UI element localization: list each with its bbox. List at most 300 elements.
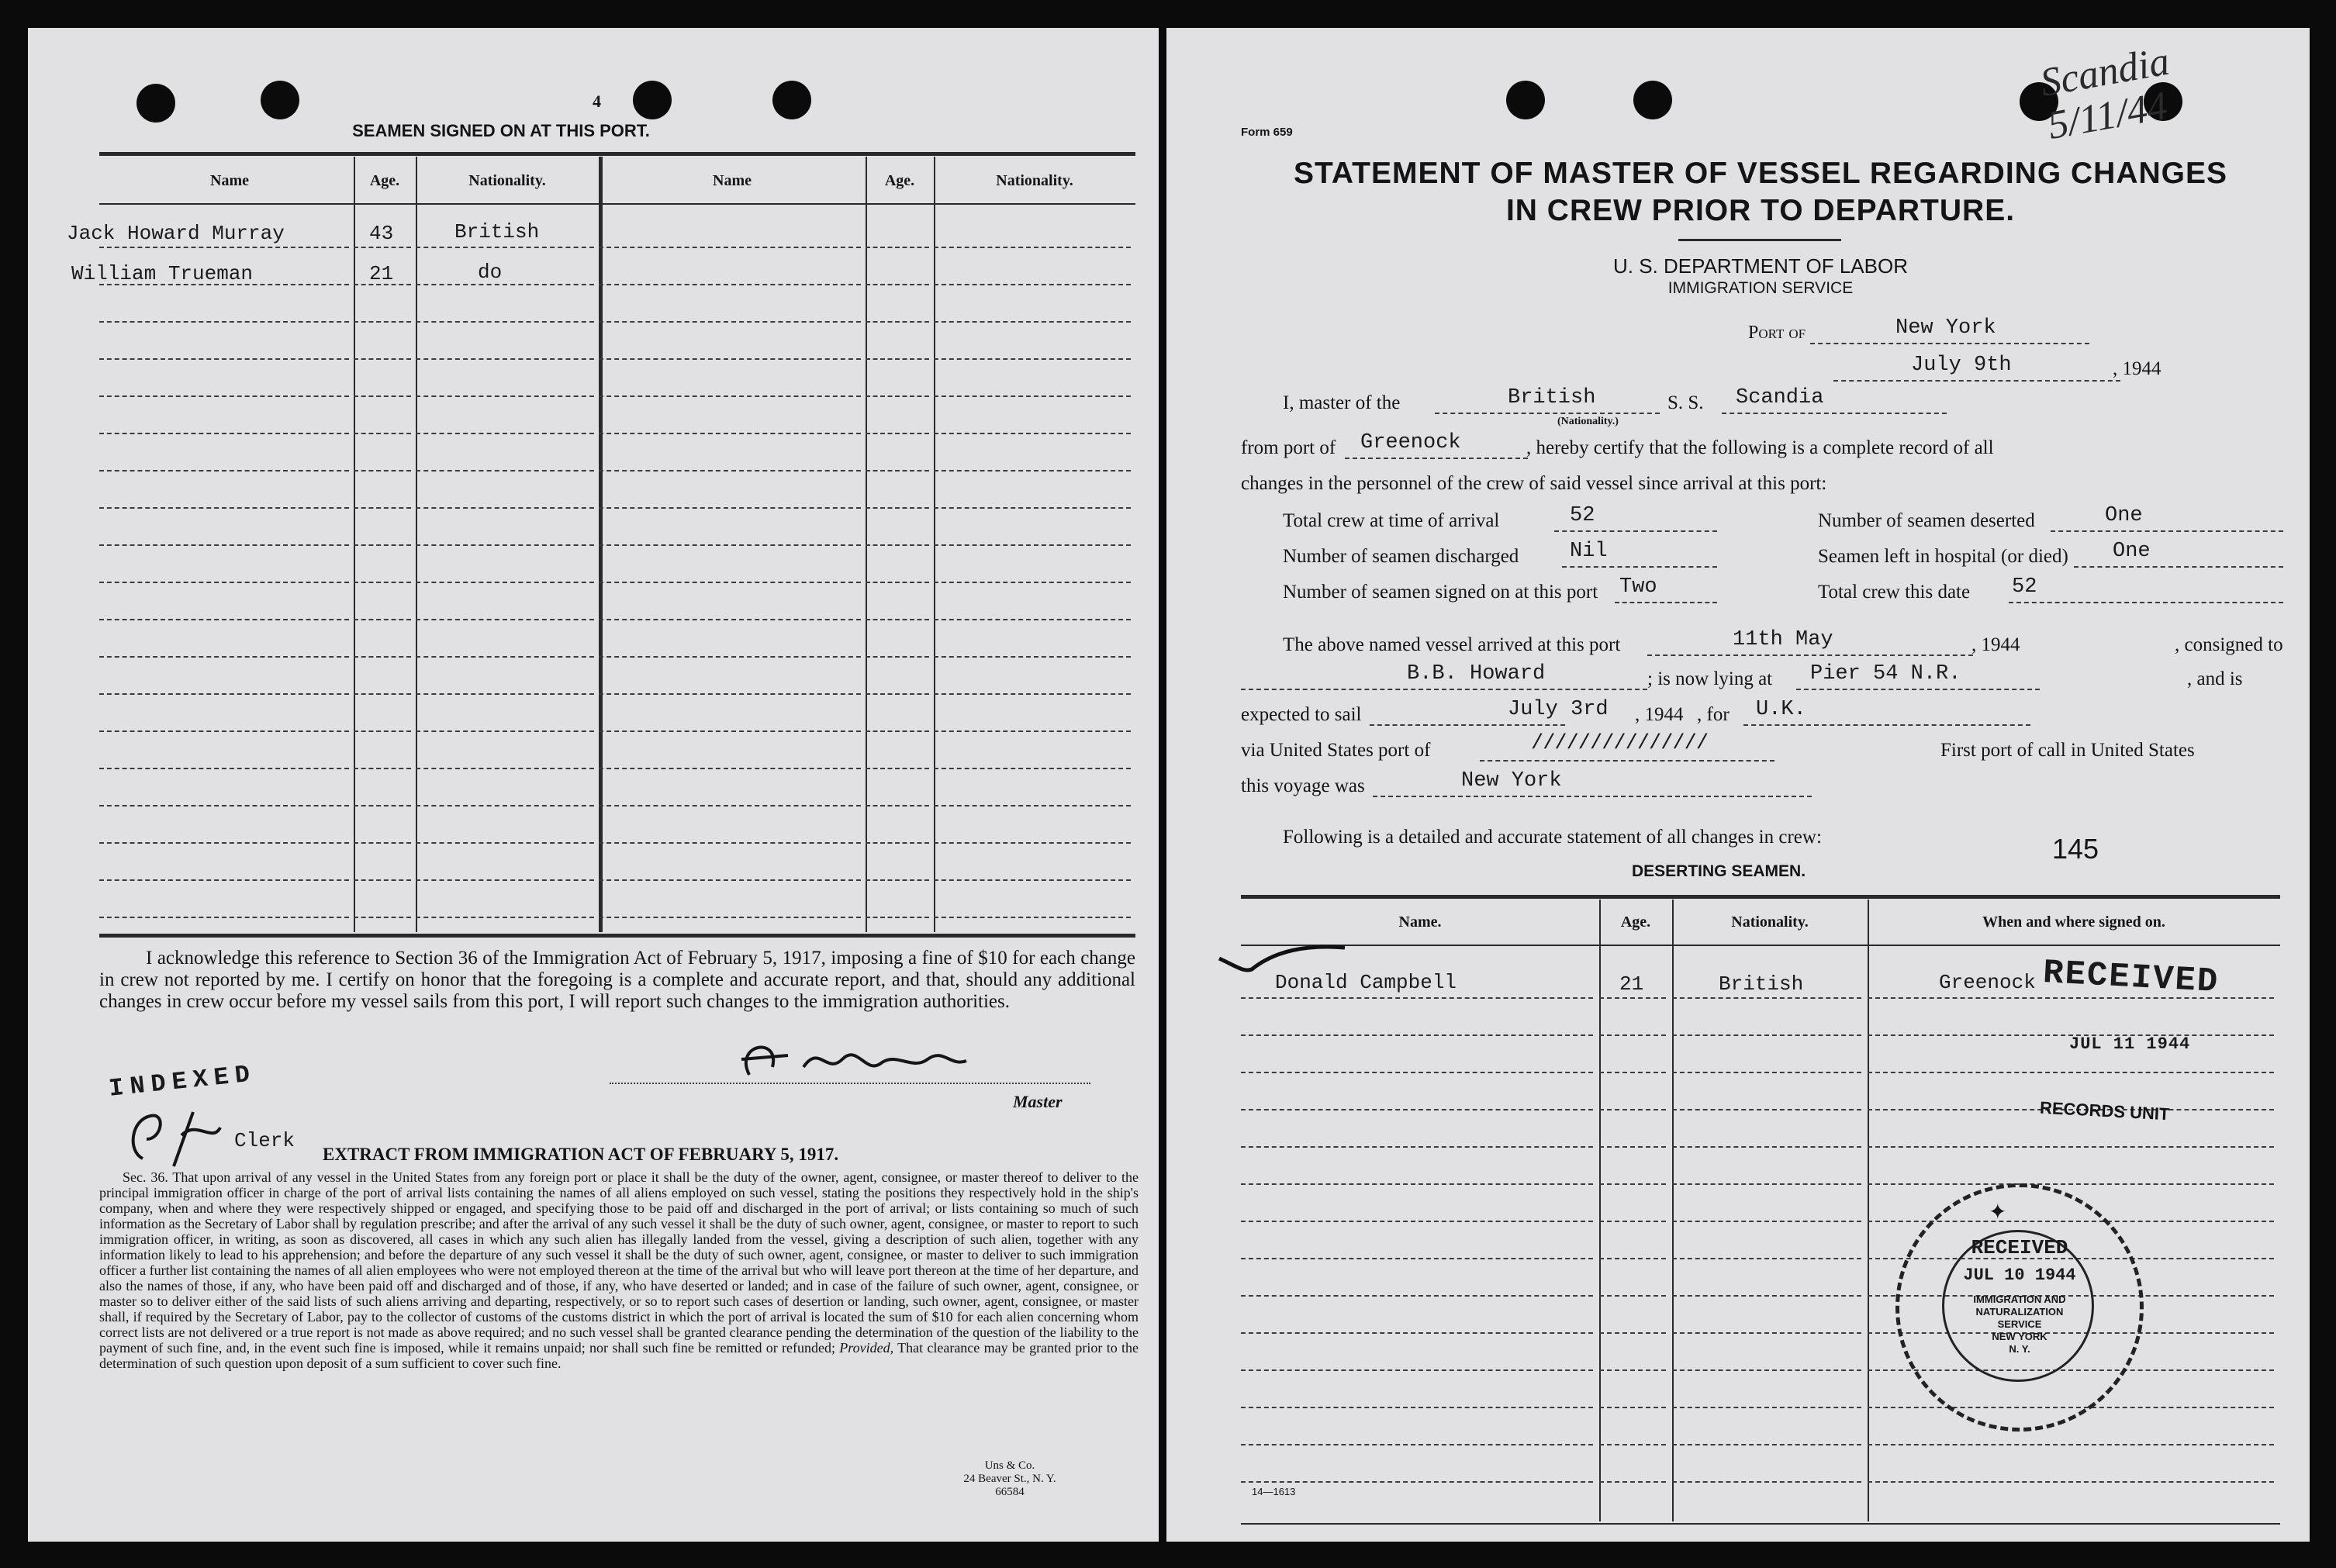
circle-stamp-line: SERVICE	[1997, 1318, 2042, 1330]
ruled-line	[866, 433, 929, 434]
ruled-line	[416, 842, 594, 844]
printer-imprint	[948, 1459, 1072, 1499]
deserted-value: One	[2105, 504, 2143, 527]
ruled-line	[1868, 1146, 2274, 1148]
lying-value: Pier 54 N.R.	[1810, 662, 1961, 686]
ruled-line	[599, 805, 861, 806]
ruled-line	[1599, 1072, 1666, 1073]
ruled-line	[866, 693, 929, 695]
circle-stamp-received: RECEIVED	[1971, 1236, 2068, 1259]
form-title-line1: STATEMENT OF MASTER OF VESSEL REGARDING CHANGES	[1293, 157, 2228, 190]
ruled-line	[354, 321, 411, 323]
ruled-line	[1672, 1109, 1861, 1110]
date-value: July 9th	[1911, 354, 2012, 377]
ruled-line	[1599, 1034, 1666, 1036]
ruled-line	[354, 619, 411, 620]
table-row-name: William Trueman	[71, 262, 254, 285]
ruled-line	[1868, 1072, 2274, 1073]
ruled-line	[416, 433, 594, 434]
ruled-line	[1241, 1407, 1593, 1408]
circle-stamp-text	[1946, 1293, 2093, 1356]
ruled-line	[416, 730, 594, 732]
ruled-line	[934, 247, 1131, 248]
ruled-line	[1599, 1258, 1666, 1259]
ruled-line	[599, 321, 861, 323]
via-label: via United States port of	[1241, 740, 1431, 761]
ruled-line	[1241, 997, 1593, 999]
ruled-line	[99, 805, 349, 806]
ruled-line	[599, 693, 861, 695]
column-divider	[1599, 900, 1601, 1521]
ruled-line	[1599, 1183, 1666, 1185]
ruled-line	[866, 284, 929, 285]
ruled-line	[934, 358, 1131, 360]
ruled-line	[416, 507, 594, 509]
ruled-line	[1241, 1258, 1593, 1259]
records-unit-stamp: RECORDS UNIT	[2039, 1097, 2171, 1124]
table-row-age: 21	[1619, 972, 1644, 996]
from-port-line	[1345, 458, 1528, 459]
ruled-line	[416, 582, 594, 583]
ruled-line	[1599, 1444, 1666, 1445]
expected-value: July 3rd	[1508, 698, 1609, 721]
table-row-name: Jack Howard Murray	[67, 222, 285, 245]
signed-on-label: Number of seamen signed on at this port	[1283, 582, 1598, 603]
arrived-label: The above named vessel arrived at this port	[1283, 634, 1621, 655]
ruled-line	[866, 582, 929, 583]
ruled-line	[1672, 1146, 1861, 1148]
nationality-caption: (Nationality.)	[1557, 416, 1619, 427]
ruled-line	[599, 284, 861, 285]
deserting-title: DESERTING SEAMEN.	[1632, 862, 1806, 880]
ruled-line	[416, 358, 594, 360]
col-header-age: Age.	[369, 172, 400, 189]
ruled-line	[599, 433, 861, 434]
ruled-line	[1672, 1444, 1861, 1445]
ruled-line	[1672, 1407, 1861, 1408]
master-label: Master	[1013, 1092, 1063, 1111]
nationality-line	[1435, 413, 1660, 414]
ruled-line	[416, 917, 594, 918]
page-number: 4	[593, 92, 601, 111]
first-port-label: First port of call in United States	[1940, 740, 2195, 761]
arrived-year: , 1944	[1971, 634, 2020, 655]
punch-hole	[633, 81, 672, 119]
punch-hole	[1633, 81, 1672, 119]
ruled-line	[99, 879, 349, 881]
ruled-line	[1599, 1481, 1666, 1483]
ruled-line	[1672, 997, 1861, 999]
table-header-rule	[1241, 945, 2280, 946]
port-of-value: New York	[1895, 316, 1996, 340]
ruled-line	[416, 321, 594, 323]
punch-hole	[772, 81, 811, 119]
ruled-line	[1599, 997, 1666, 999]
expected-label: expected to sail	[1241, 704, 1362, 725]
ruled-line	[934, 395, 1131, 397]
ruled-line	[354, 693, 411, 695]
ruled-line	[1241, 1444, 1593, 1445]
form-title-line2: IN CREW PRIOR TO DEPARTURE.	[1505, 194, 2016, 227]
table-top-rule	[99, 152, 1135, 156]
table-top-rule	[1241, 895, 2280, 899]
table-bottom-rule	[1241, 1523, 2280, 1525]
expected-year: , 1944	[1635, 704, 1684, 725]
ruled-line	[1599, 1332, 1666, 1334]
ruled-line	[1672, 1183, 1861, 1185]
voyage-label: this voyage was	[1241, 775, 1365, 796]
ruled-line	[99, 842, 349, 844]
ruled-line	[99, 395, 349, 397]
col-header-nationality: Nationality.	[996, 172, 1073, 189]
destination-value: U.K.	[1756, 698, 1806, 721]
ruled-line	[599, 247, 861, 248]
from-port-label: from port of	[1241, 437, 1336, 458]
ruled-line	[354, 544, 411, 546]
received-stamp-date: JUL 11 1944	[2069, 1034, 2191, 1054]
expected-line	[1370, 724, 1565, 726]
ruled-line	[866, 247, 929, 248]
master-signature	[718, 1028, 997, 1090]
table-row-name: Donald Campbell	[1275, 971, 1457, 994]
signed-on-value: Two	[1619, 575, 1657, 599]
printer-code: 66584	[995, 1486, 1025, 1498]
circle-stamp-line: IMMIGRATION AND	[1973, 1293, 2066, 1305]
ruled-line	[1241, 1109, 1593, 1110]
punch-hole	[261, 81, 299, 119]
ruled-line	[866, 917, 929, 918]
circle-stamp-date: JUL 10 1944	[1963, 1266, 2076, 1285]
ruled-line	[599, 544, 861, 546]
ruled-line	[416, 879, 594, 881]
deserted-label: Number of seamen deserted	[1818, 510, 2035, 531]
ruled-line	[934, 656, 1131, 658]
ruled-line	[1241, 1332, 1593, 1334]
ruled-line	[354, 917, 411, 918]
ruled-line	[1241, 1034, 1593, 1036]
ruled-line	[934, 284, 1131, 285]
ruled-line	[1241, 1146, 1593, 1148]
ruled-line	[1672, 1258, 1861, 1259]
signed-on-line	[1615, 602, 1717, 603]
ruled-line	[934, 433, 1131, 434]
ruled-line	[1241, 1183, 1593, 1185]
ruled-line	[354, 358, 411, 360]
ruled-line	[934, 582, 1131, 583]
total-date-value: 52	[2012, 575, 2037, 599]
ruled-line	[866, 768, 929, 769]
lying-line	[1796, 689, 2040, 690]
discharged-value: Nil	[1570, 540, 1608, 563]
table-header-rule	[99, 203, 1135, 205]
ruled-line	[354, 842, 411, 844]
clerk-label: Clerk	[234, 1129, 295, 1152]
ruled-line	[934, 842, 1131, 844]
discharged-label: Number of seamen discharged	[1283, 546, 1519, 567]
received-stamp: RECEIVED	[2041, 954, 2220, 1002]
total-arrival-value: 52	[1570, 504, 1595, 527]
ruled-line	[354, 507, 411, 509]
certify-text: , hereby certify that the following is a complete record of all	[1526, 437, 1994, 458]
via-line	[1480, 760, 1774, 762]
col-header-name: Name	[713, 172, 752, 189]
ruled-line	[99, 582, 349, 583]
ruled-line	[416, 693, 594, 695]
ruled-line	[416, 247, 594, 248]
circle-stamp-line: NATURALIZATION	[1975, 1306, 2064, 1318]
service-name: IMMIGRATION SERVICE	[1667, 279, 1854, 297]
title-rule	[1678, 239, 1841, 241]
column-divider	[1672, 900, 1674, 1521]
ruled-line	[1868, 1481, 2274, 1483]
ruled-line	[354, 768, 411, 769]
ruled-line	[416, 768, 594, 769]
table-row-nationality: do	[478, 261, 503, 284]
ruled-line	[416, 805, 594, 806]
section-title: SEAMEN SIGNED ON AT THIS PORT.	[352, 121, 650, 140]
master-of-label: I, master of the	[1283, 392, 1401, 413]
ruled-line	[934, 619, 1131, 620]
voyage-line	[1373, 796, 1812, 797]
ruled-line	[1599, 1221, 1666, 1222]
acknowledgement-text: I acknowledge this reference to Section 36 of the Immigration Act of February 5, 1917, imposing a fine of $10 for each change in crew not reported by me. I certify on honor that the foregoing is a complete and accurate report, and that, should any additional changes in crew occur before my vessel sails from this port, I will report such changes to the immigration authorities.	[99, 948, 1135, 1012]
ruled-line	[1241, 1295, 1593, 1297]
ruled-line	[866, 842, 929, 844]
ruled-line	[866, 619, 929, 620]
extract-section: Sec. 36.	[123, 1169, 168, 1185]
printer-address: 24 Beaver St., N. Y.	[963, 1473, 1056, 1485]
ruled-line	[866, 470, 929, 471]
arrived-line	[1647, 654, 1973, 656]
destination-line	[1743, 724, 2030, 726]
printer-name: Uns & Co.	[984, 1459, 1035, 1472]
ruled-line	[354, 805, 411, 806]
ruled-line	[1599, 1109, 1666, 1110]
ruled-line	[934, 470, 1131, 471]
ruled-line	[599, 842, 861, 844]
table-row-nationality: British	[454, 220, 540, 243]
ruled-line	[99, 470, 349, 471]
ruled-line	[99, 433, 349, 434]
ruled-line	[354, 730, 411, 732]
hospital-value: One	[2113, 540, 2151, 563]
punch-hole	[136, 84, 175, 123]
and-is-label: , and is	[2187, 668, 2243, 689]
ruled-line	[934, 544, 1131, 546]
arrived-value: 11th May	[1733, 628, 1833, 651]
ruled-line	[354, 879, 411, 881]
ruled-line	[1241, 1481, 1593, 1483]
col-header-age: Age.	[1620, 914, 1651, 931]
ruled-line	[99, 247, 349, 248]
table-row-signed-on: Greenock	[1939, 971, 2036, 994]
ruled-line	[99, 507, 349, 509]
consigned-label: , consigned to	[2175, 634, 2283, 655]
ruled-line	[866, 358, 929, 360]
ruled-line	[99, 917, 349, 918]
hospital-line	[2074, 566, 2283, 568]
table-bottom-rule	[99, 934, 1135, 938]
extract-provided: Provided,	[839, 1340, 894, 1356]
ruled-line	[354, 247, 411, 248]
col-header-nationality: Nationality.	[1731, 914, 1809, 931]
ruled-line	[866, 879, 929, 881]
for-label: , for	[1697, 704, 1730, 725]
consignee-value: B.B. Howard	[1407, 662, 1546, 686]
ruled-line	[1599, 1295, 1666, 1297]
deserted-line	[2051, 530, 2283, 532]
ruled-line	[354, 433, 411, 434]
ruled-line	[866, 544, 929, 546]
ruled-line	[416, 544, 594, 546]
ruled-line	[354, 284, 411, 285]
circle-stamp-line: N. Y.	[2009, 1343, 2030, 1355]
ruled-line	[99, 619, 349, 620]
ruled-line	[1599, 1369, 1666, 1371]
extract-tail: That clearance may be granted prior to the determination of such question upon deposit of a sum sufficient to cover such fine.	[99, 1340, 1139, 1371]
ruled-line	[99, 768, 349, 769]
col-header-nationality: Nationality.	[468, 172, 546, 189]
ruled-line	[416, 656, 594, 658]
ruled-line	[866, 656, 929, 658]
ruled-line	[599, 619, 861, 620]
ruled-line	[99, 284, 349, 285]
ruled-line	[99, 358, 349, 360]
clerk-initials	[119, 1104, 228, 1174]
lying-label: ; is now lying at	[1647, 668, 1773, 689]
ruled-line	[416, 470, 594, 471]
punch-hole	[1506, 81, 1545, 119]
ruled-line	[1672, 1369, 1861, 1371]
ruled-line	[599, 730, 861, 732]
table-row-age: 21	[369, 262, 394, 285]
table-row-nationality: British	[1719, 972, 1804, 996]
ruled-line	[354, 470, 411, 471]
ruled-line	[354, 656, 411, 658]
ruled-line	[866, 805, 929, 806]
ruled-line	[599, 656, 861, 658]
col-header-age: Age.	[884, 172, 915, 189]
ruled-line	[1868, 1183, 2274, 1185]
ruled-line	[1672, 1332, 1861, 1334]
ruled-line	[599, 917, 861, 918]
vessel-value: Scandia	[1736, 386, 1824, 409]
voyage-value: New York	[1461, 769, 1562, 793]
ruled-line	[866, 321, 929, 323]
ruled-line	[99, 730, 349, 732]
ruled-line	[1672, 1221, 1861, 1222]
ruled-line	[99, 544, 349, 546]
ruled-line	[99, 693, 349, 695]
vessel-line	[1722, 413, 1947, 414]
ruled-line	[599, 470, 861, 471]
ruled-line	[934, 693, 1131, 695]
consignee-line	[1241, 689, 1647, 690]
ruled-line	[1599, 1146, 1666, 1148]
ruled-line	[1672, 1034, 1861, 1036]
ruled-line	[1241, 1369, 1593, 1371]
ruled-line	[599, 395, 861, 397]
col-header-signed-on: When and where signed on.	[1982, 914, 2165, 931]
ruled-line	[1241, 1221, 1593, 1222]
ruled-line	[1672, 1295, 1861, 1297]
ruled-line	[354, 395, 411, 397]
ruled-line	[416, 284, 594, 285]
extract-paragraph	[99, 1169, 1139, 1371]
total-date-line	[2009, 602, 2283, 603]
ruled-line	[1599, 1407, 1666, 1408]
ruled-line	[1868, 1444, 2274, 1445]
ruled-line	[599, 582, 861, 583]
from-port-value: Greenock	[1360, 431, 1461, 454]
date-line	[1833, 380, 2120, 382]
ruled-line	[934, 879, 1131, 881]
ruled-line	[866, 730, 929, 732]
hospital-label: Seamen left in hospital (or died)	[1818, 546, 2068, 567]
total-arrival-line	[1554, 530, 1717, 532]
form-number: Form 659	[1241, 126, 1293, 139]
ruled-line	[1672, 1481, 1861, 1483]
ss-label: S. S.	[1667, 392, 1704, 413]
extract-title: EXTRACT FROM IMMIGRATION ACT OF FEBRUARY 5, 1917.	[323, 1145, 839, 1164]
ruled-line	[99, 321, 349, 323]
ruled-line	[1672, 1072, 1861, 1073]
ruled-line	[934, 730, 1131, 732]
total-arrival-label: Total crew at time of arrival	[1283, 510, 1500, 531]
column-divider	[1868, 900, 1869, 1521]
ruled-line	[416, 619, 594, 620]
via-value: ///////////////	[1531, 732, 1709, 755]
port-of-line	[1810, 343, 2089, 344]
indexed-stamp: INDEXED	[107, 1059, 257, 1103]
ruled-line	[599, 358, 861, 360]
date-year: , 1944	[2113, 358, 2161, 379]
ruled-line	[866, 395, 929, 397]
nationality-value: British	[1508, 386, 1596, 409]
circle-stamp-line: NEW YORK	[1992, 1331, 2047, 1342]
discharged-line	[1562, 566, 1717, 568]
ruled-line	[866, 507, 929, 509]
table-row-age: 43	[369, 222, 394, 245]
total-date-label: Total crew this date	[1818, 582, 1971, 603]
left-page	[28, 28, 1159, 1542]
ruled-line	[934, 321, 1131, 323]
ruled-line	[934, 507, 1131, 509]
ruled-line	[599, 768, 861, 769]
ruled-line	[354, 582, 411, 583]
extract-text: That upon arrival of any vessel in the United States from any foreign port or place it shall be the duty of the owner, agent, consignee, or master thereof to deliver to the principal immigration officer in charge of the port of arrival lists containing the names of all aliens employed on such vessel, stating the positions they respectively hold in the ship's company, when and where they were respectively shipped or engaged, and specifying those to be paid off and discharged in the port of arrival; or lists containing so much of such information as the Secretary of Labor shall by regulation prescribe; and after the arrival of any such vessel it shall be the duty of such owner, agent, consignee, or master to report to such immigration officer, in writing, as soon as discovered, all cases in which any such alien has illegally landed from the vessel, giving a description of such alien, together with any information likely to lead to his apprehension; and before the departure of any such vessel it shall be the duty of such owner, agent, consignee, or master to deliver to such immigration officer a further list containing the names of all alien employees who were not employed thereon at the time of the arrival but who will leave port thereon at the time of her departure, and also the names of those, if any, who have been paid off and discharged and of those, if any, who have deserted or landed; and in case of the failure of such owner, agent, consignee, or master so to deliver either of the said lists of such aliens arriving and departing, respectively, or so to report such cases of desertion or landing, such owner, agent, consignee, or master shall, if required by the Secretary of Labor, pay to the collector of customs of the customs district in which the port of arrival is located the sum of $10 for each alien concerning whom correct lists are not delivered or a true report is not made as above required; and no such vessel shall be granted clearance pending the determination of the question of the liability to the payment of such fine, and, in the event such fine is imposed, while it remains unpaid; nor shall such fine be remitted or refunded;	[99, 1169, 1139, 1356]
ruled-line	[934, 768, 1131, 769]
following-text: Following is a detailed and accurate statement of all changes in crew:	[1283, 827, 1822, 848]
ruled-line	[599, 507, 861, 509]
corner-handwritten-note: Scandia 5/11/44	[2037, 39, 2173, 148]
ruled-line	[99, 656, 349, 658]
footer-code: 14—1613	[1252, 1486, 1296, 1497]
stamp-star-icon: ✦	[1989, 1200, 2007, 1224]
col-header-name: Name	[210, 172, 249, 189]
file-number: 145	[2052, 833, 2099, 865]
port-of-label: Port of	[1748, 323, 1806, 343]
col-header-name: Name.	[1398, 914, 1442, 931]
ruled-line	[1241, 1072, 1593, 1073]
ruled-line	[599, 879, 861, 881]
department-name: U. S. DEPARTMENT OF LABOR	[1613, 254, 1908, 278]
ruled-line	[934, 805, 1131, 806]
ruled-line	[934, 917, 1131, 918]
ruled-line	[416, 395, 594, 397]
right-page	[1166, 28, 2310, 1542]
changes-text: changes in the personnel of the crew of said vessel since arrival at this port:	[1241, 473, 1827, 494]
